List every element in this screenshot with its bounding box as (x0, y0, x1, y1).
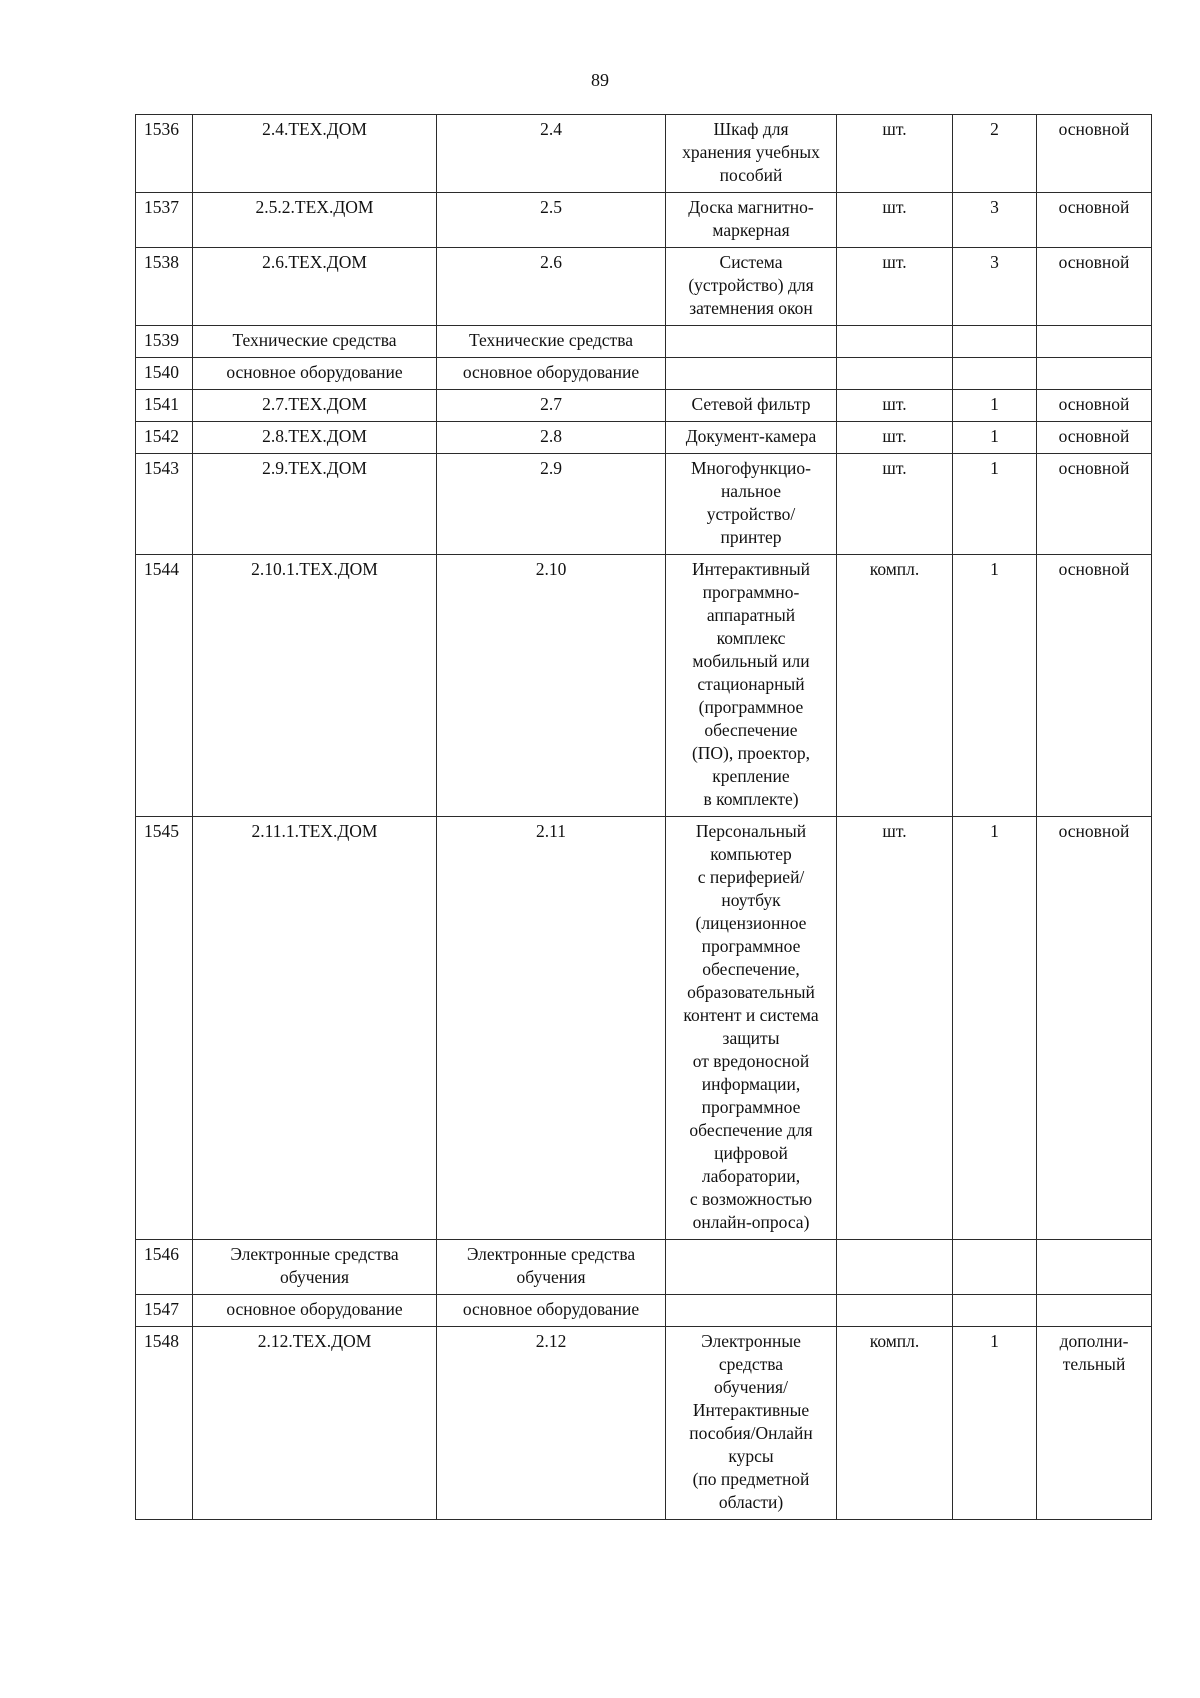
code-cell: основное оборудование (193, 1295, 437, 1327)
equipment-type-cell (1037, 1240, 1152, 1295)
table-row (136, 390, 1152, 422)
table-row (136, 454, 1152, 555)
section-cell: Электронные средства обучения (437, 1240, 666, 1295)
code-cell: Электронные средства обучения (193, 1240, 437, 1295)
row-number-cell: 1543 (136, 454, 193, 555)
item-name-cell: Доска магнитно- маркерная (666, 193, 837, 248)
row-number-cell: 1542 (136, 422, 193, 454)
row-number-cell: 1540 (136, 358, 193, 390)
section-cell: 2.9 (437, 454, 666, 555)
section-cell: основное оборудование (437, 358, 666, 390)
table-body (136, 115, 1152, 1520)
section-cell: 2.10 (437, 555, 666, 817)
code-cell: 2.5.2.ТЕХ.ДОМ (193, 193, 437, 248)
code-cell: 2.12.ТЕХ.ДОМ (193, 1327, 437, 1520)
item-name-cell (666, 358, 837, 390)
quantity-cell (953, 1295, 1037, 1327)
table-row (136, 248, 1152, 326)
section-cell: 2.12 (437, 1327, 666, 1520)
row-number-cell: 1544 (136, 555, 193, 817)
page-number: 89 (591, 70, 609, 90)
quantity-cell (953, 358, 1037, 390)
equipment-type-cell: основной (1037, 390, 1152, 422)
quantity-cell (953, 326, 1037, 358)
equipment-type-cell: дополни- тельный (1037, 1327, 1152, 1520)
item-name-cell: Персональный компьютер с периферией/ ноутбук (лицензионное программное обеспечение, образовательный контент и система защиты от вредоносной информации, программное обеспечение для цифровой лаборатории, с возможностью онлайн-опроса) (666, 817, 837, 1240)
unit-cell: шт. (837, 454, 953, 555)
equipment-type-cell: основной (1037, 817, 1152, 1240)
unit-cell: компл. (837, 555, 953, 817)
unit-cell: шт. (837, 193, 953, 248)
row-number-cell: 1541 (136, 390, 193, 422)
quantity-cell: 1 (953, 817, 1037, 1240)
unit-cell: шт. (837, 817, 953, 1240)
table-row (136, 817, 1152, 1240)
quantity-cell: 1 (953, 555, 1037, 817)
section-cell: 2.4 (437, 115, 666, 193)
equipment-type-cell: основной (1037, 193, 1152, 248)
quantity-cell: 1 (953, 390, 1037, 422)
item-name-cell: Документ-камера (666, 422, 837, 454)
item-name-cell (666, 1240, 837, 1295)
item-name-cell: Электронные средства обучения/ Интерактивные пособия/Онлайн курсы (по предметной области) (666, 1327, 837, 1520)
quantity-cell: 3 (953, 248, 1037, 326)
section-cell: основное оборудование (437, 1295, 666, 1327)
row-number-cell: 1537 (136, 193, 193, 248)
table-row (136, 1295, 1152, 1327)
quantity-cell: 3 (953, 193, 1037, 248)
table-row (136, 1327, 1152, 1520)
unit-cell: шт. (837, 422, 953, 454)
row-number-cell: 1548 (136, 1327, 193, 1520)
equipment-type-cell: основной (1037, 248, 1152, 326)
table-row (136, 115, 1152, 193)
section-cell: 2.6 (437, 248, 666, 326)
quantity-cell: 1 (953, 454, 1037, 555)
equipment-type-cell (1037, 358, 1152, 390)
table-row (136, 555, 1152, 817)
item-name-cell: Шкаф для хранения учебных пособий (666, 115, 837, 193)
row-number-cell: 1538 (136, 248, 193, 326)
code-cell: основное оборудование (193, 358, 437, 390)
unit-cell: шт. (837, 390, 953, 422)
section-cell: 2.5 (437, 193, 666, 248)
section-cell: 2.8 (437, 422, 666, 454)
row-number-cell: 1546 (136, 1240, 193, 1295)
row-number-cell: 1547 (136, 1295, 193, 1327)
item-name-cell (666, 1295, 837, 1327)
equipment-type-cell: основной (1037, 422, 1152, 454)
quantity-cell: 1 (953, 422, 1037, 454)
section-cell: Технические средства (437, 326, 666, 358)
table-row (136, 193, 1152, 248)
table-row (136, 326, 1152, 358)
item-name-cell: Сетевой фильтр (666, 390, 837, 422)
equipment-type-cell (1037, 1295, 1152, 1327)
section-cell: 2.7 (437, 390, 666, 422)
unit-cell (837, 1295, 953, 1327)
item-name-cell: Многофункцио- нальное устройство/ принтер (666, 454, 837, 555)
code-cell: 2.9.ТЕХ.ДОМ (193, 454, 437, 555)
unit-cell: компл. (837, 1327, 953, 1520)
table-row (136, 422, 1152, 454)
item-name-cell: Система (устройство) для затемнения окон (666, 248, 837, 326)
equipment-type-cell: основной (1037, 454, 1152, 555)
quantity-cell: 1 (953, 1327, 1037, 1520)
code-cell: 2.8.ТЕХ.ДОМ (193, 422, 437, 454)
code-cell: 2.10.1.ТЕХ.ДОМ (193, 555, 437, 817)
quantity-cell (953, 1240, 1037, 1295)
unit-cell: шт. (837, 248, 953, 326)
code-cell: 2.6.ТЕХ.ДОМ (193, 248, 437, 326)
row-number-cell: 1539 (136, 326, 193, 358)
equipment-type-cell (1037, 326, 1152, 358)
unit-cell (837, 1240, 953, 1295)
item-name-cell (666, 326, 837, 358)
item-name-cell: Интерактивный программно- аппаратный комплекс мобильный или стационарный (программное обеспечение (ПО), проектор, крепление в комплекте) (666, 555, 837, 817)
row-number-cell: 1536 (136, 115, 193, 193)
unit-cell (837, 358, 953, 390)
quantity-cell: 2 (953, 115, 1037, 193)
code-cell: 2.4.ТЕХ.ДОМ (193, 115, 437, 193)
table-row (136, 358, 1152, 390)
equipment-type-cell: основной (1037, 115, 1152, 193)
code-cell: 2.7.ТЕХ.ДОМ (193, 390, 437, 422)
table-row (136, 1240, 1152, 1295)
equipment-table (135, 114, 1152, 1520)
equipment-type-cell: основной (1037, 555, 1152, 817)
code-cell: 2.11.1.ТЕХ.ДОМ (193, 817, 437, 1240)
section-cell: 2.11 (437, 817, 666, 1240)
unit-cell: шт. (837, 115, 953, 193)
unit-cell (837, 326, 953, 358)
code-cell: Технические средства (193, 326, 437, 358)
row-number-cell: 1545 (136, 817, 193, 1240)
